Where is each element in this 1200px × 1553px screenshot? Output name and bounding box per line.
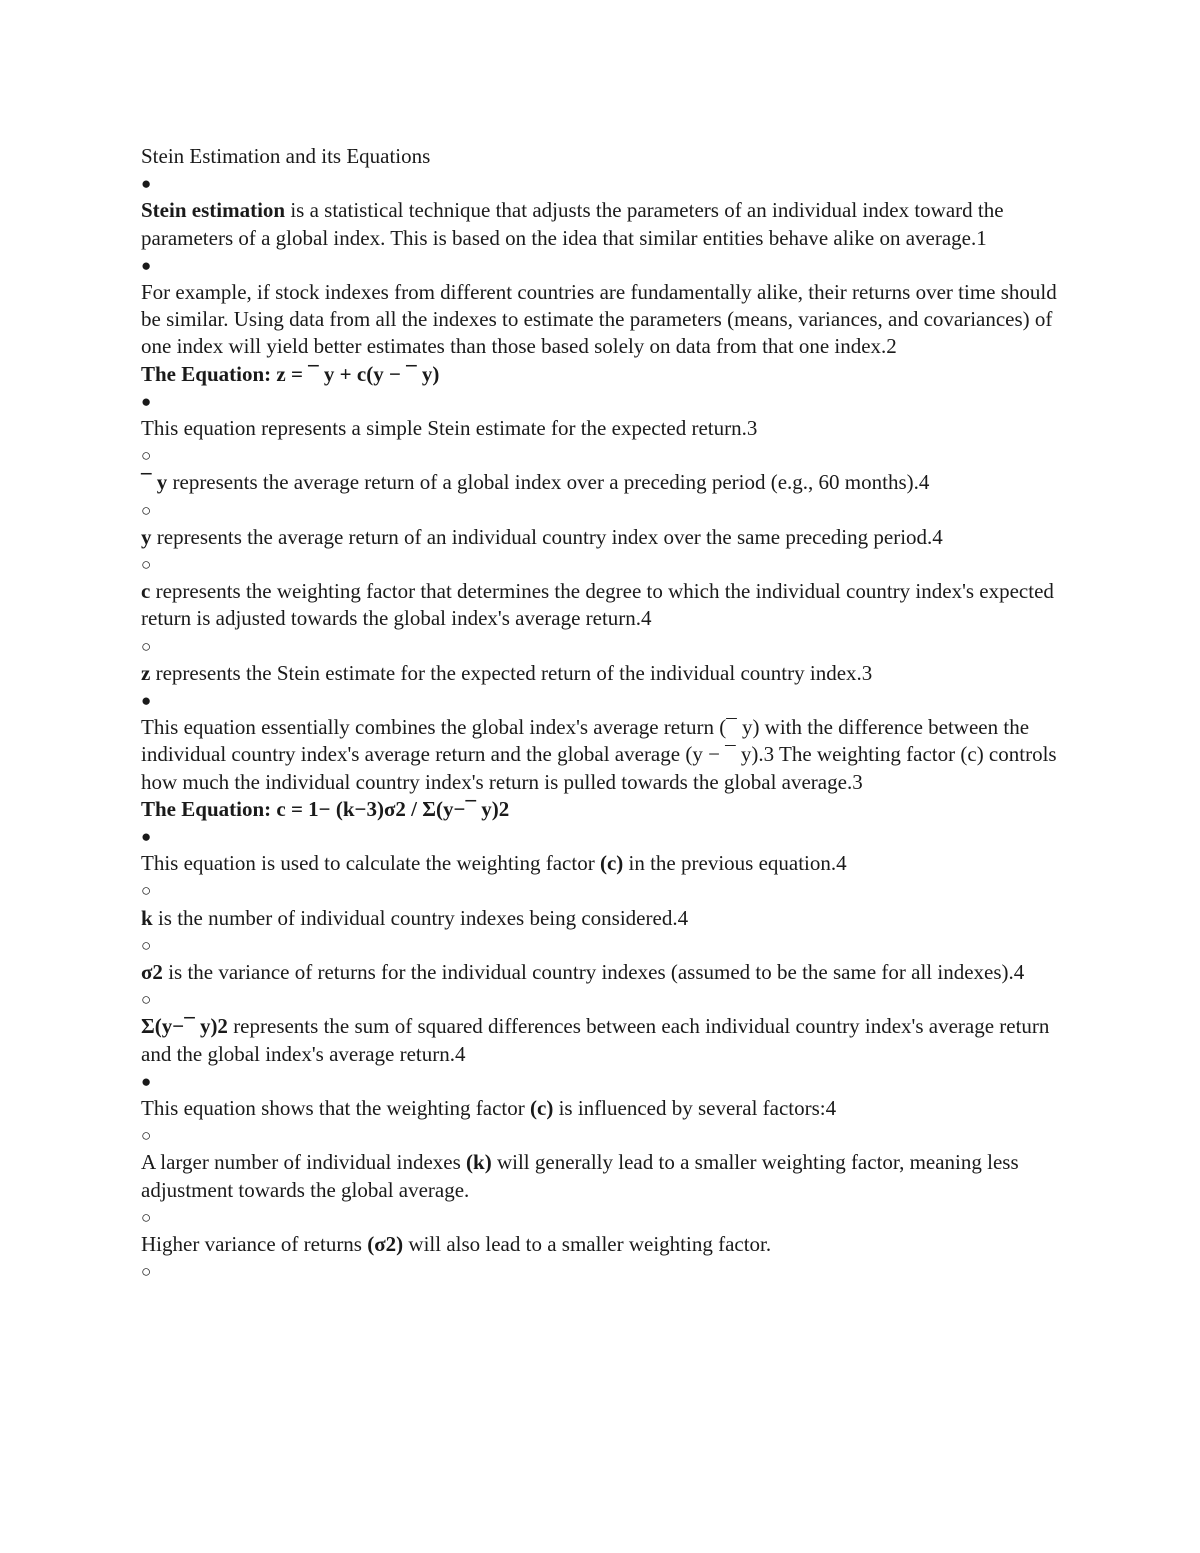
equation-heading-2: The Equation: c = 1− (k−3)σ2 / Σ(y−¯ y)2 bbox=[141, 796, 510, 821]
paragraph-example: For example, if stock indexes from different countries are fundamentally alike, their returns over time should be similar. Using data from all the indexes to estimate the parameters (means, variances, and covariances) of one index will yield better estimates than those based solely on data from that one index.2 bbox=[141, 279, 1057, 359]
eq2-term-sum-squares: Σ(y−¯ y)2 represents the sum of squared differences between each individual country index's average return and the global index's average return.4 bbox=[141, 1014, 1050, 1066]
circle-marker: ○ bbox=[141, 554, 152, 574]
circle-marker: ○ bbox=[141, 881, 152, 901]
paragraph-eq1-summary: This equation essentially combines the global index's average return (¯ y) with the difference between the individual country index's average return and the global average (y − ¯ y).3 The weighting factor (c) controls how much the individual country index's return is pulled towards the global average.3 bbox=[141, 715, 1057, 794]
term-stein-estimation: Stein estimation bbox=[141, 198, 286, 223]
document-title: Stein Estimation and its Equations bbox=[141, 144, 431, 168]
paragraph-definition: Stein estimation is a statistical technique that adjusts the parameters of an individual index toward the parameters of a global index. This is based on the idea that similar entities behave alike on average.1 bbox=[141, 198, 1004, 250]
circle-marker: ○ bbox=[141, 446, 152, 466]
eq1-term-z: z represents the Stein estimate for the expected return of the individual country index.3 bbox=[141, 660, 873, 685]
eq1-term-c: c represents the weighting factor that determines the degree to which the individual country index's expected return is adjusted towards the global index's average return.4 bbox=[141, 579, 1054, 631]
bullet-marker: ● bbox=[141, 255, 152, 275]
bullet-marker: ● bbox=[141, 174, 152, 194]
bullet-marker: ● bbox=[141, 391, 152, 411]
eq2-term-k: k is the number of individual country indexes being considered.4 bbox=[141, 905, 689, 930]
circle-marker: ○ bbox=[141, 1126, 152, 1146]
circle-marker: ○ bbox=[141, 990, 152, 1010]
equation-heading-1: The Equation: z = ¯ y + c(y − ¯ y) bbox=[141, 361, 440, 386]
paragraph-factors-intro: This equation shows that the weighting factor (c) is influenced by several factors:4 bbox=[141, 1095, 837, 1120]
paragraph-eq1-description: This equation represents a simple Stein estimate for the expected return.3 bbox=[141, 415, 758, 440]
document-page bbox=[141, 143, 1061, 1285]
bullet-marker: ● bbox=[141, 826, 152, 846]
eq2-term-sigma2: σ2 is the variance of returns for the individual country indexes (assumed to be the same for all indexes).4 bbox=[141, 959, 1025, 984]
circle-marker: ○ bbox=[141, 500, 152, 520]
bullet-marker: ● bbox=[141, 1071, 152, 1091]
circle-marker: ○ bbox=[141, 935, 152, 955]
eq1-term-y: y represents the average return of an individual country index over the same preceding period.4 bbox=[141, 524, 943, 549]
paragraph-eq2-description: This equation is used to calculate the weighting factor (c) in the previous equation.4 bbox=[141, 851, 847, 876]
circle-marker: ○ bbox=[141, 1207, 152, 1227]
eq1-term-global-average: ¯ y represents the average return of a global index over a preceding period (e.g., 60 months).4 bbox=[141, 470, 930, 495]
bullet-marker: ● bbox=[141, 690, 152, 710]
circle-marker: ○ bbox=[141, 1262, 152, 1282]
factor-k: A larger number of individual indexes (k) will generally lead to a smaller weighting factor, meaning less adjustment towards the global average. bbox=[141, 1150, 1019, 1202]
circle-marker: ○ bbox=[141, 636, 152, 656]
factor-variance: Higher variance of returns (σ2) will also lead to a smaller weighting factor. bbox=[141, 1231, 772, 1256]
